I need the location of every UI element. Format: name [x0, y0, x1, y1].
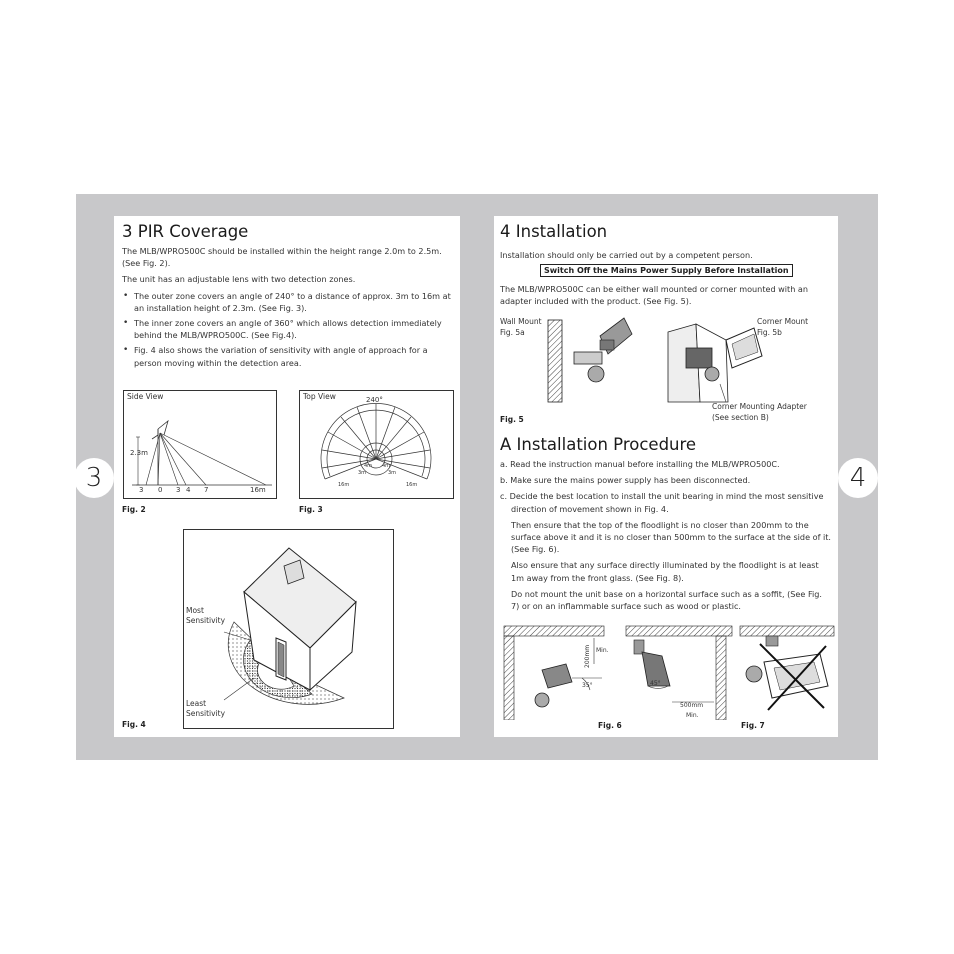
- fig7-caption: Fig. 7: [741, 721, 765, 730]
- fig4-most-label: Most Sensitivity: [186, 606, 226, 625]
- step-c-200mm: Then ensure that the top of the floodlight is no closer than 200mm to the surface above it and it is no closer than 500mm to the surface at the side of it. (See Fig. 6).: [511, 519, 831, 555]
- procedure-steps: [500, 458, 832, 616]
- step-c-soffit: Do not mount the unit base on a horizontal surface such as a soffit, (See Fig. 7) or on an inflammable surface such as wood or plastic.: [511, 588, 822, 612]
- fig6-dim-200: 200mm: [584, 644, 591, 668]
- bullet-sensitivity: • Fig. 4 also shows the variation of sensitivity with angle of approach for a person moving within the detection area.: [134, 344, 454, 368]
- corner-mount-label: Corner Mount: [757, 317, 809, 326]
- pir-bullets: [122, 290, 454, 369]
- side-view-diagram: [124, 391, 276, 498]
- step-b: b. Make sure the mains power supply has been disconnected.: [500, 475, 751, 486]
- pir-intro: The MLB/WPRO500C should be installed within the height range 2.0m to 2.5m. (See Fig. 2).: [122, 246, 442, 269]
- fig6-fig7-illustration: [502, 624, 836, 720]
- fig4-least-label: Least Sensitivity: [186, 699, 226, 718]
- step-c: c. Decide the best location to install the unit bearing in mind the most sensitive direction of movement shown in Fig. 4.: [500, 491, 824, 514]
- fig3-view-label: Top View: [303, 392, 336, 401]
- fig2-height-label: 2.3m: [130, 449, 148, 457]
- mount-text: The MLB/WPRO500C can be either wall mounted or corner mounted with an adapter included with the product. (See Fig. 5).: [500, 284, 809, 307]
- section-title-installation: 4 Installation: [500, 222, 608, 241]
- fig3-angle-label: 240°: [366, 396, 383, 404]
- fig2-tick-1: 0: [158, 486, 163, 494]
- top-view-diagram: [300, 391, 453, 498]
- mains-warning: Switch Off the Mains Power Supply Before Installation: [540, 264, 793, 277]
- fig2-caption: Fig. 2: [122, 505, 146, 514]
- fig6-angle-45: 45°: [650, 680, 661, 687]
- page-number-right: 4: [838, 458, 878, 498]
- wall-mount-label: Wall Mount: [500, 317, 542, 326]
- fig4-house-diagram: [183, 529, 394, 729]
- fig5b-label: Fig. 5b: [757, 328, 782, 337]
- step-a: a. Read the instruction manual before installing the MLB/WPRO500C.: [500, 459, 780, 469]
- fig2-tick-4: 7: [204, 486, 209, 494]
- fig6-dim-500: 500mm: [680, 702, 704, 709]
- fig6-min-label: Min.: [596, 647, 609, 654]
- fig3-inner-1: 3m: [358, 470, 367, 476]
- fig6-caption: Fig. 6: [598, 721, 622, 730]
- fig5-caption: Fig. 5: [500, 415, 524, 424]
- fig3-top-view: [299, 390, 454, 499]
- bullet-outer-zone: • The outer zone covers an angle of 240° to a distance of approx. 3m to 16m at an installation height of 2.3m. (See Fig. 3).: [134, 290, 454, 314]
- adapter-label-1: Corner Mounting Adapter: [712, 402, 807, 411]
- fig5a-label: Fig. 5a: [500, 328, 525, 337]
- page-number-left: 3: [74, 458, 114, 498]
- section-title-pir: 3 PIR Coverage: [122, 222, 249, 241]
- competent-note: Installation should only be carried out by a competent person.: [500, 250, 753, 260]
- fig2-view-label: Side View: [127, 392, 164, 401]
- pir-body: [122, 245, 454, 372]
- fig3-inner-3: 4m: [382, 463, 391, 469]
- fig2-side-view: [123, 390, 277, 499]
- adapter-label-2: (See section B): [712, 413, 769, 422]
- fig3-inner-2: 3m: [388, 470, 397, 476]
- fig6-min2-label: Min.: [686, 712, 699, 719]
- fig2-tick-0: 3: [139, 486, 144, 494]
- fig2-tick-5: 16m: [250, 486, 266, 494]
- fig3-outer-1: 16m: [406, 482, 418, 488]
- fig4-caption: Fig. 4: [122, 720, 146, 729]
- fig3-outer-0: 16m: [338, 482, 350, 488]
- fig3-inner-0: 4m: [364, 463, 373, 469]
- fig2-tick-2: 3: [176, 486, 181, 494]
- fig3-caption: Fig. 3: [299, 505, 323, 514]
- pir-lens: The unit has an adjustable lens with two detection zones.: [122, 274, 356, 285]
- step-c-1m: Also ensure that any surface directly illuminated by the floodlight is at least 1m away from the front glass. (See Fig. 8).: [511, 560, 819, 583]
- fig2-tick-3: 4: [186, 486, 191, 494]
- fig5-mount-illustration: [500, 312, 834, 412]
- bullet-inner-zone: • The inner zone covers an angle of 360° which allows detection immediately behind the MLB/WPRO500C. (See Fig.4).: [134, 317, 454, 341]
- fig6-angle-35: 35°: [582, 682, 593, 689]
- section-title-procedure: A Installation Procedure: [500, 435, 697, 454]
